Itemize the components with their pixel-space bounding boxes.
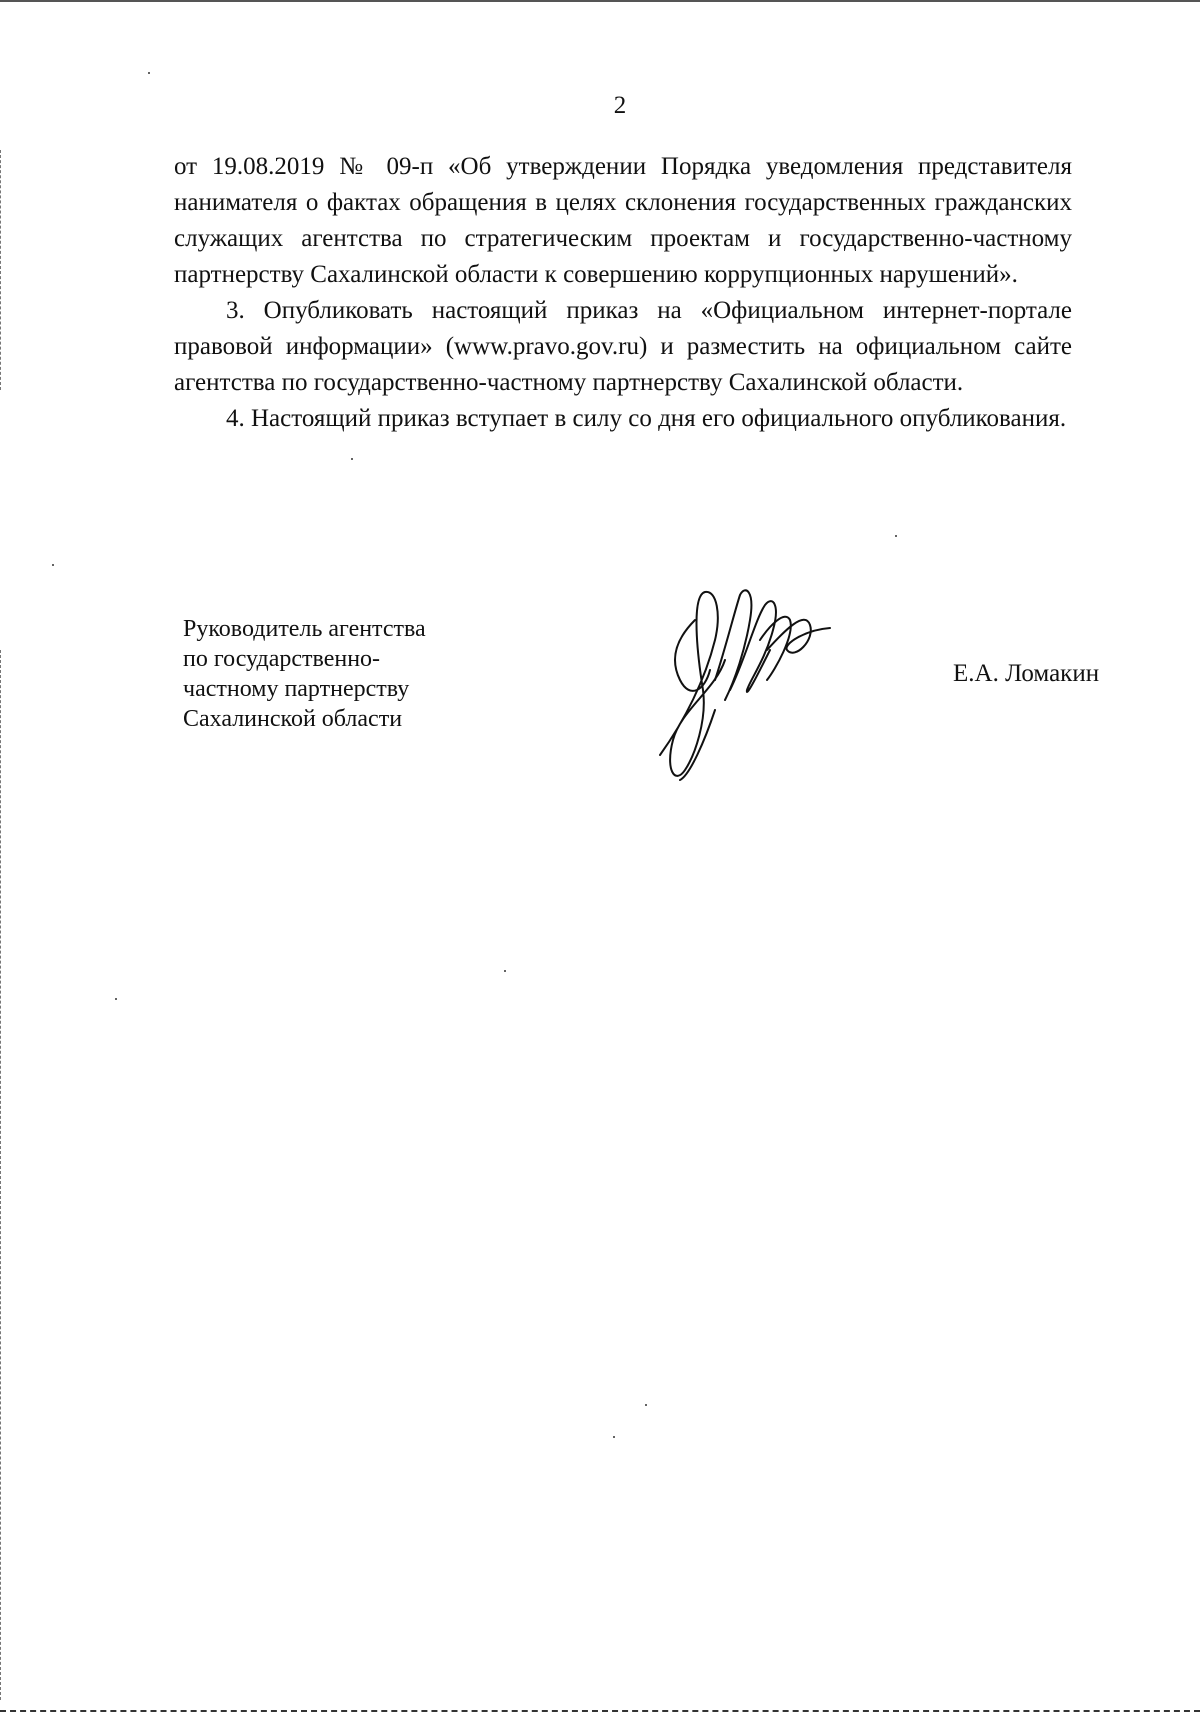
paragraph-continuation: от 19.08.2019 № 09-п «Об утверждении Порядка уведомления представителя нанимателя о фактах обращения в целях склонения государственных гражданских служащих агентства по стратегическим проектам и государственно-частному партнерству Сахалинской области к совершению коррупционных нарушений».: [174, 153, 1072, 288]
scan-speck: [351, 458, 353, 460]
paragraph-item-3: 3. Опубликовать настоящий приказ на «Официальном интернет-портале правовой информации» (www.pravo.gov.ru) и разместить на официальном сайте агентства по государственно-частному партнерству Сахалинской области.: [174, 297, 1072, 396]
scan-bottom-edge: [0, 1708, 1200, 1712]
position-line: Сахалинской области: [183, 706, 403, 732]
scan-speck: [895, 535, 897, 537]
position-line: по государственно-: [183, 646, 381, 672]
document-body: [174, 149, 1072, 437]
scan-speck: [645, 1404, 647, 1406]
page-number: 2: [613, 92, 627, 119]
position-line: Руководитель агентства: [183, 616, 426, 642]
scan-speck: [613, 1436, 615, 1438]
scan-speck: [504, 970, 506, 972]
scan-speck: [115, 998, 117, 1000]
signer-name: Е.А. Ломакин: [953, 660, 1100, 687]
paragraph-item-4: 4. Настоящий приказ вступает в силу со дня его официального опубликования.: [226, 405, 1067, 432]
scan-speck: [52, 564, 54, 566]
signer-position: [183, 614, 426, 734]
scan-speck: [148, 72, 150, 74]
scan-top-edge: [0, 0, 1200, 2]
scan-left-edge: [0, 150, 3, 390]
scan-left-edge-lower: [0, 650, 3, 1700]
handwritten-signature: [655, 580, 865, 785]
position-line: частному партнерству: [183, 676, 410, 702]
